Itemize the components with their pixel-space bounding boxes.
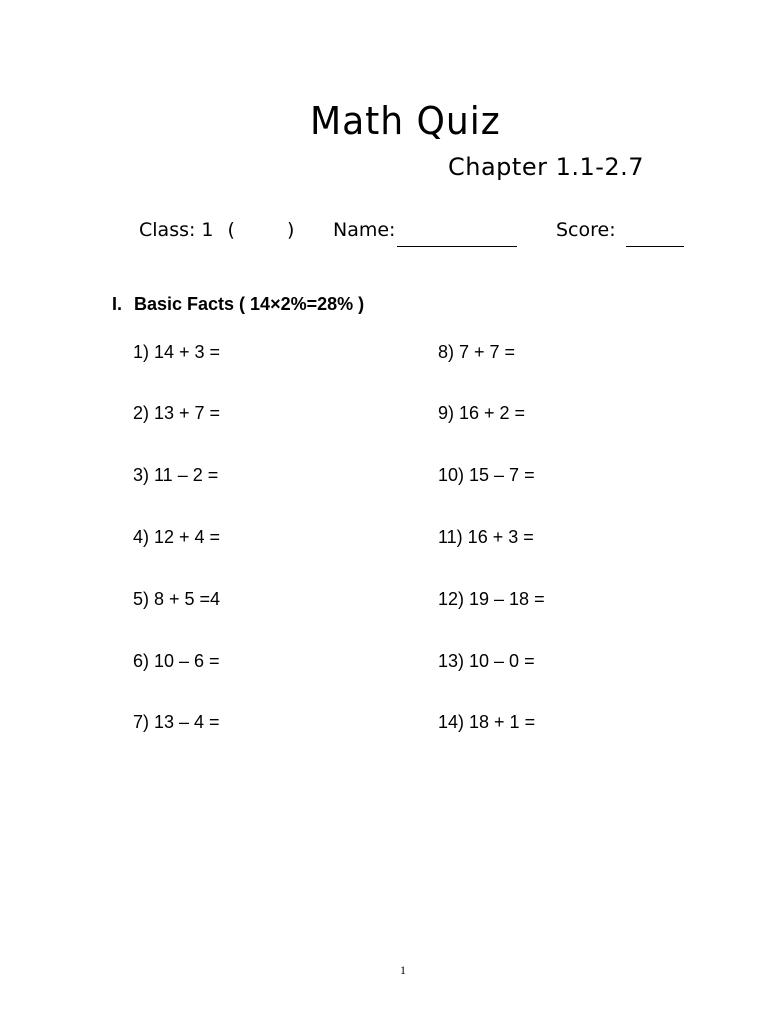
chapter-subtitle: Chapter 1.1-2.7	[448, 153, 645, 181]
problem-item: 1) 14 + 3 =	[133, 342, 221, 362]
page-number: 1	[400, 963, 406, 977]
student-info-row	[0, 213, 768, 247]
name-field	[333, 213, 517, 247]
score-blank-line[interactable]	[626, 220, 684, 247]
problem-item: 10) 15 – 7 =	[438, 465, 535, 485]
problem-item: 7) 13 – 4 =	[133, 712, 220, 732]
problem-item: 5) 8 + 5 =4	[133, 589, 221, 609]
problem-item: 8) 7 + 7 =	[438, 342, 516, 362]
problem-item: 14) 18 + 1 =	[438, 712, 536, 732]
score-label: Score:	[556, 219, 616, 241]
problem-item: 9) 16 + 2 =	[438, 403, 526, 423]
problem-item: 11) 16 + 3 =	[438, 527, 534, 547]
section-title: Basic Facts ( 14×2%=28% )	[134, 294, 365, 314]
score-field	[556, 213, 684, 247]
section-heading	[112, 289, 364, 319]
class-field	[139, 213, 294, 247]
page-title: Math Quiz	[310, 99, 501, 143]
problem-item: 6) 10 – 6 =	[133, 651, 220, 671]
name-label: Name:	[333, 219, 396, 241]
name-blank-line[interactable]	[397, 220, 517, 247]
problem-item: 13) 10 – 0 =	[438, 651, 535, 671]
problem-item: 12) 19 – 18 =	[438, 589, 545, 609]
class-paren-open: (	[227, 219, 235, 241]
problem-item: 2) 13 + 7 =	[133, 403, 221, 423]
class-label: Class: 1	[139, 219, 214, 241]
class-paren-close: )	[286, 219, 295, 241]
problem-item: 4) 12 + 4 =	[133, 527, 221, 547]
problem-item: 3) 11 – 2 =	[133, 465, 219, 485]
section-number: I.	[112, 294, 123, 314]
